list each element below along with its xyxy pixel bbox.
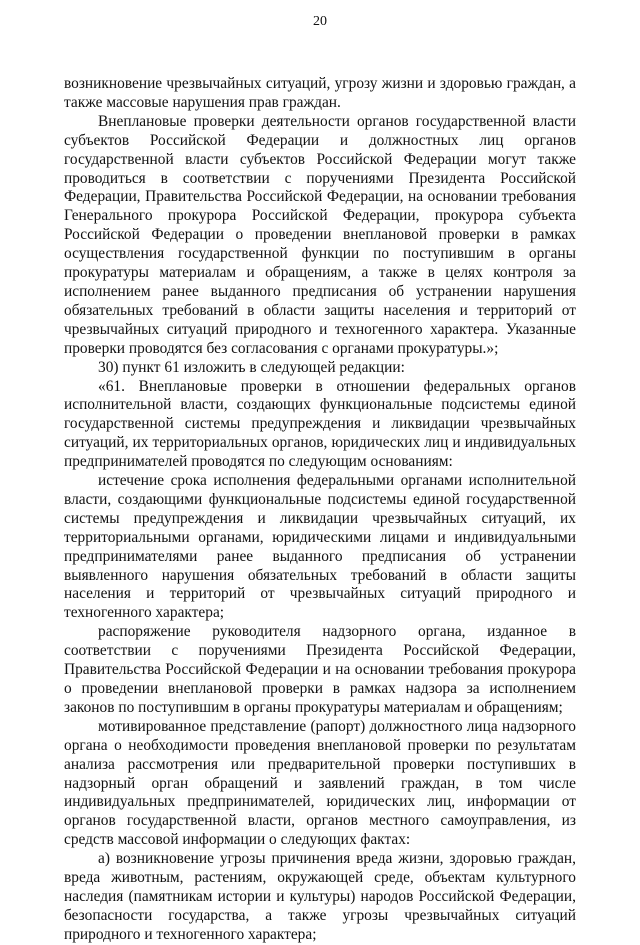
page-number: 20 <box>313 14 327 29</box>
document-body <box>64 75 576 945</box>
paragraph-ground-motivated-report: мотивированное представление (рапорт) должностного лица надзорного органа о необходимости проведения внеплановой проверки по результатам анализа рассмотрения или предварительной проверки поступивших в надзорный орган обращений и заявлений граждан, в том числе индивидуальных предпринимателей, юридических лиц, информации от органов государственной власти, органов местного самоуправления, из средств массовой информации о следующих фактах: <box>64 717 576 849</box>
paragraph-item-30: 30) пункт 61 изложить в следующей редакции: <box>98 358 405 376</box>
paragraph-continuation: возникновение чрезвычайных ситуаций, угрозу жизни и здоровью граждан, а также массовые нарушения прав граждан. <box>64 75 576 111</box>
paragraph-ground-head-order: распоряжение руководителя надзорного органа, изданное в соответствии с поручениями Президента Российской Федерации, Правительства Российской Федерации и на основании требования прокурора о проведении внеплановой проверки в рамках надзора за исполнением законов по поступившим в органы прокуратуры материалам и обращениям; <box>64 623 576 716</box>
paragraph-clause-61: «61. Внеплановые проверки в отношении федеральных органов исполнительной власти, создающих функциональные подсистемы единой государственной системы предупреждения и ликвидации чрезвычайных ситуаций, их территориальных органов, юридических лиц и индивидуальных предпринимателей проводятся по следующим основаниям: <box>64 377 576 471</box>
paragraph-subitem-a: а) возникновение угрозы причинения вреда жизни, здоровью граждан, вреда животным, растениям, окружающей среде, объектам культурного наследия (памятникам истории и культуры) народов Российской Федерации, безопасности государства, а также угрозы чрезвычайных ситуаций природного и техногенного характера; <box>64 850 576 943</box>
paragraph-ground-deadline-expiry: истечение срока исполнения федеральными органами исполнительной власти, создающими функциональные подсистемы единой государственной системы предупреждения и ликвидации чрезвычайных ситуаций, их территориальными органами, юридическими лицами и индивидуальными предпринимателями ранее выданного предписания об устранении выявленного нарушения обязательных требований в области защиты населения и территорий от чрезвычайных ситуаций природного и техногенного характера; <box>64 472 576 622</box>
paragraph-unplanned-inspections-regional: Внеплановые проверки деятельности органов государственной власти субъектов Российской Федерации и должностных лиц органов государственной власти субъектов Российской Федерации могут также проводиться в соответствии с поручениями Президента Российской Федерации, Правительства Российской Федерации, на основании требования Генерального прокурора Российской Федерации, прокурора субъекта Российской Федерации о проведении внеплановой проверки в рамках осуществления государственной функции по поступившим в органы прокуратуры материалам и обращениям, а также в целях контроля за исполнением ранее выданного предписания об устранении нарушения обязательных требований в области защиты населения и территорий от чрезвычайных ситуаций природного и техногенного характера. Указанные проверки проводятся без согласования с органами прокуратуры.»; <box>64 112 576 357</box>
